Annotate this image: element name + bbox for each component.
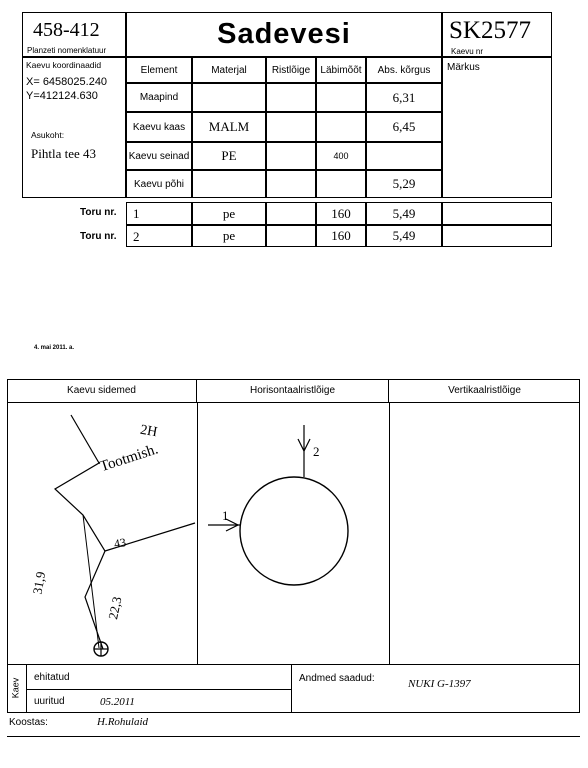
sketch-header-3: Vertikaalristlõige <box>389 379 580 403</box>
coord-x: X= 6458025.240 <box>26 76 108 88</box>
col-header-cross: Ristlõige <box>266 57 316 83</box>
col-header-material: Materjal <box>192 57 266 83</box>
row-height: 5,29 <box>366 170 442 198</box>
pipe-label: Toru nr. <box>80 207 117 218</box>
row-height: 6,31 <box>366 83 442 112</box>
author-value: H.Rohulaid <box>97 716 149 728</box>
header-table <box>22 12 552 247</box>
author-underline <box>7 736 580 737</box>
col-header-diameter: Läbimõõt <box>316 57 366 83</box>
well-symbol <box>94 642 108 656</box>
pipe-remarks <box>442 202 552 225</box>
author-label: Koostas: <box>9 717 48 728</box>
built-label: ehitatud <box>34 672 70 683</box>
row-element: Kaevu seinad <box>126 142 192 170</box>
footer-vline <box>291 665 292 713</box>
row-diameter <box>316 83 366 112</box>
surveyed-label: uuritud <box>34 696 65 707</box>
address: Pihtla tee 43 <box>31 146 96 161</box>
row-diameter: 400 <box>316 142 366 170</box>
footer-hline <box>27 689 291 690</box>
building-label: Tootmish. <box>98 441 161 476</box>
remarks-label: Märkus <box>447 62 480 73</box>
well-id-label: Kaevu nr <box>451 47 484 56</box>
pipe-diameter: 160 <box>316 202 366 225</box>
row-diameter <box>316 112 366 142</box>
title-box <box>126 12 442 57</box>
well-id: SK2577 <box>449 17 531 44</box>
pipe-diameter: 160 <box>316 225 366 247</box>
pipe-height: 5,49 <box>366 225 442 247</box>
well-id-box <box>442 12 552 57</box>
row-cross <box>266 112 316 142</box>
coord-y: Y=412124.630 <box>26 90 98 102</box>
row-element: Kaevu põhi <box>126 170 192 198</box>
pipe-cross <box>266 225 316 247</box>
horizontal-section <box>198 403 388 665</box>
row-material: PE <box>192 142 266 170</box>
row-material: MALM <box>192 112 266 142</box>
side-label-cell <box>7 665 27 713</box>
sketch-header-1: Kaevu sidemed <box>7 379 197 403</box>
dimension-line <box>83 515 99 648</box>
pipe-1-label: 1 <box>222 508 229 523</box>
row-diameter <box>316 170 366 198</box>
row-height: 6,45 <box>366 112 442 142</box>
row-cross <box>266 142 316 170</box>
col-header-height: Abs. kõrgus <box>366 57 442 83</box>
pipe-height: 5,49 <box>366 202 442 225</box>
side-label: Kaev <box>10 677 21 699</box>
pipe-cross <box>266 202 316 225</box>
surveyed-value: 05.2011 <box>100 696 135 708</box>
sheet-number-box <box>22 12 126 57</box>
row-element: Kaevu kaas <box>126 112 192 142</box>
address-label: Asukoht: <box>31 130 65 140</box>
pipe-label: Toru nr. <box>80 231 117 242</box>
pipe-material: pe <box>192 202 266 225</box>
row-material <box>192 83 266 112</box>
sketch-header-2: Horisontaalristlõige <box>197 379 389 403</box>
row-element: Maapind <box>126 83 192 112</box>
sheet-number-label: Planzeti nomenklatuur <box>27 46 107 55</box>
pipe-number: 1 <box>126 202 192 225</box>
sketch-divider <box>389 403 390 665</box>
building-outline <box>55 415 105 649</box>
dimension-43: 43 <box>112 535 128 551</box>
row-material <box>192 170 266 198</box>
col-header-element: Element <box>126 57 192 83</box>
pipe-material: pe <box>192 225 266 247</box>
data-source-value: NUKI G-1397 <box>408 678 471 690</box>
dimension-31-9: 31,9 <box>29 570 49 596</box>
row-cross <box>266 83 316 112</box>
coords-label: Kaevu koordinaadid <box>26 60 102 70</box>
dimension-22-3: 22,3 <box>105 595 125 621</box>
date-stamp: 4. mai 2011. a. <box>34 345 75 351</box>
remarks-box <box>442 57 552 198</box>
data-source-label: Andmed saadud: <box>299 673 375 684</box>
pipe-number: 2 <box>126 225 192 247</box>
sheet-number: 458-412 <box>33 19 100 41</box>
location-box <box>22 57 126 198</box>
row-cross <box>266 170 316 198</box>
row-height <box>366 142 442 170</box>
well-circle <box>240 477 348 585</box>
connection-sketch <box>7 403 197 665</box>
pipe-2-label: 2 <box>313 444 320 459</box>
floors-label: 2H <box>138 422 159 441</box>
page-title: Sadevesi <box>217 18 351 50</box>
pipe-remarks <box>442 225 552 247</box>
